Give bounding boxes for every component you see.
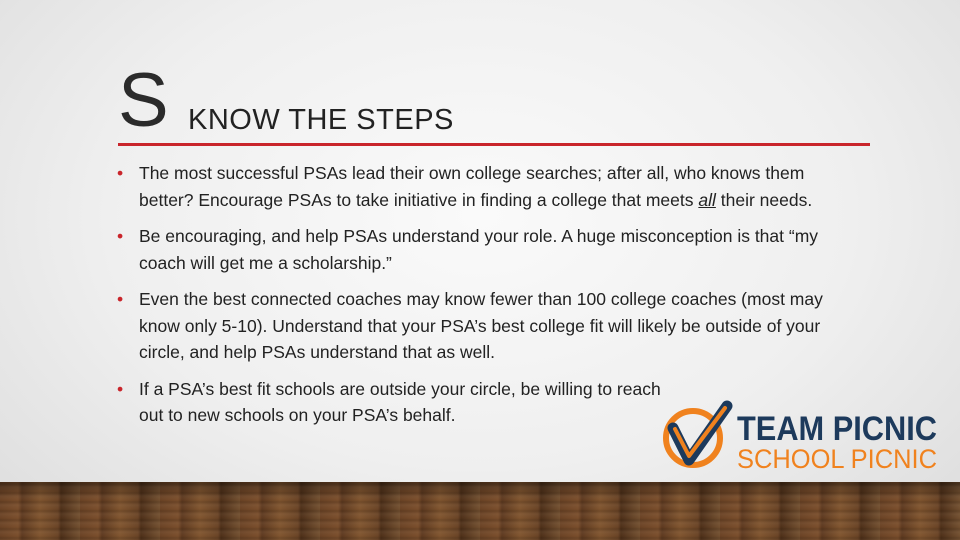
logo-line-2: SCHOOL PICNIC xyxy=(737,444,937,474)
slide-title xyxy=(118,58,870,144)
bullet-marker: • xyxy=(117,226,124,246)
bullet-item-2 xyxy=(117,223,862,276)
bullet-marker: • xyxy=(117,289,124,309)
bullet-emphasis: all xyxy=(698,189,716,210)
bullet-item-1 xyxy=(117,160,862,213)
bullet-text: The most successful PSAs lead their own college searches; after all, who knows them better? Encourage PSAs to take initiative in finding a college that meets xyxy=(139,163,805,210)
bullet-item-4 xyxy=(117,376,679,429)
bullet-item-3 xyxy=(117,286,862,366)
bullet-text-end: their needs. xyxy=(715,189,813,210)
title-initial-letter: S xyxy=(118,58,169,143)
wood-floor xyxy=(0,482,960,540)
bullet-text: Even the best connected coaches may know fewer than 100 college coaches (most may know only 5-10). Understand that your PSA’s best college fit will likely be outside of your circle, and help PSAs understand that as well. xyxy=(139,289,823,362)
bullet-list xyxy=(117,160,862,439)
bullet-text: Be encouraging, and help PSAs understand your role. A huge misconception is that “my coach will get me a scholarship.” xyxy=(139,226,819,273)
team-picnic-logo xyxy=(655,400,945,480)
bullet-marker: • xyxy=(117,378,124,399)
title-text: KNOW THE STEPS xyxy=(188,104,454,136)
bullet-marker: • xyxy=(117,163,124,183)
title-divider xyxy=(118,143,870,146)
logo-line-1: TEAM PICNIC xyxy=(737,410,937,448)
bullet-text: If a PSA’s best fit schools are outside your circle, be willing to reach out to new schools on your PSA’s behalf. xyxy=(139,378,661,425)
